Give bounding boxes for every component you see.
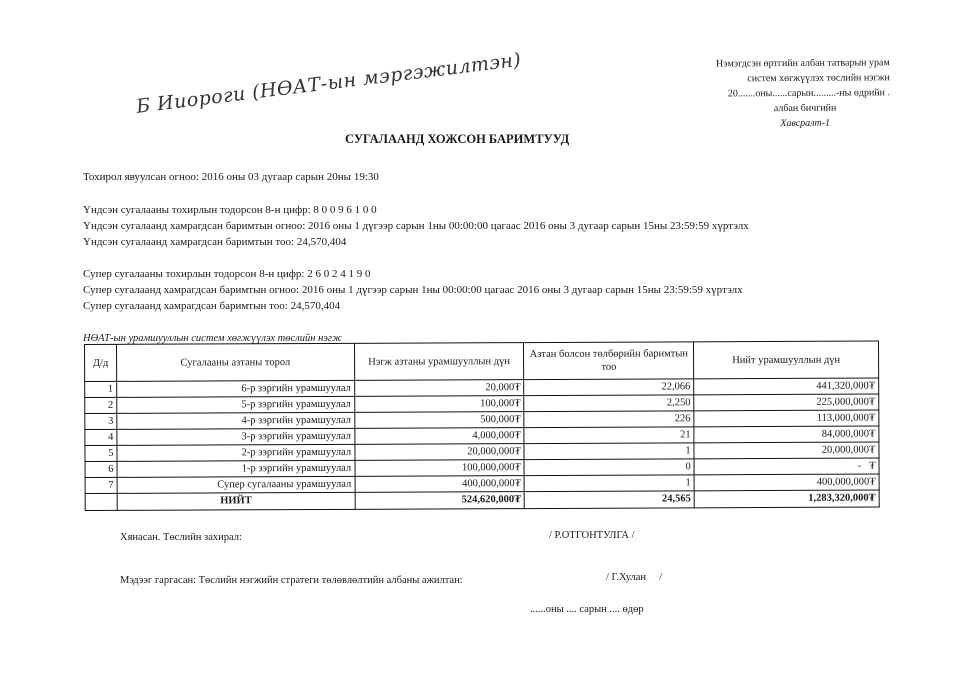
document-header-right bbox=[680, 55, 891, 131]
total-receipt-count: 24,565 bbox=[525, 491, 695, 509]
sent-date: Тохирол явуулсан огноо: 2016 оны 03 дугаар сарын 20ны 19:30 bbox=[83, 171, 379, 183]
total-label: НИЙТ bbox=[117, 492, 355, 510]
approved-by-label: Хянасан. Төслийн захирал: bbox=[120, 532, 242, 543]
handwritten-note: Б Ииороги (НӨАТ-ын мэргэжилтэн) bbox=[135, 48, 523, 118]
super-lottery-date-range: Супер сугалаанд хамрагдсан баримтын огноо: 2016 оны 1 дүгээр сарын 1ны 00:00:00 цагаас 2016 оны 3 дугаар сарын 15ны 23:59:59 хүртэлх bbox=[83, 284, 743, 296]
total-unit-amount: 524,620,000₮ bbox=[355, 492, 525, 510]
header-line-2: систем хөгжүүлэх төслийн нэгжи bbox=[747, 72, 890, 85]
row-index: 3 bbox=[85, 413, 117, 429]
row-unit-amount: 20,000,000₮ bbox=[355, 444, 525, 461]
main-lottery-code: Үндсэн сугалааны тохирлын тодорсон 8-н цифр: 8 0 0 9 6 1 0 0 bbox=[83, 204, 377, 216]
prepared-by-label: Мэдээг гаргасан: Төслийн нэгжийн стратеги төлөвлөлтийн албаны ажилтан: bbox=[120, 575, 463, 586]
row-receipt-count: 2,250 bbox=[524, 395, 694, 412]
row-total-amount: 20,000,000₮ bbox=[694, 442, 879, 459]
row-total-amount: 441,320,000₮ bbox=[694, 378, 879, 395]
row-receipt-count: 1 bbox=[525, 475, 695, 492]
row-unit-amount: 400,000,000₮ bbox=[355, 476, 525, 493]
column-header-total-amount: Нийт урамшууллын дүн bbox=[694, 341, 879, 379]
main-lottery-count: Үндсэн сугалаанд хамрагдсан баримтын тоо: 24,570,404 bbox=[83, 236, 347, 248]
column-header-index: Д/д bbox=[85, 344, 117, 381]
approved-by-name: / Р.ОТГОНТУЛГА / bbox=[549, 530, 635, 541]
row-total-amount: 84,000,000₮ bbox=[694, 426, 879, 443]
prepared-by-name: / Г.Хулан / bbox=[606, 572, 663, 583]
row-receipt-count: 226 bbox=[524, 411, 694, 428]
row-receipt-count: 1 bbox=[524, 443, 694, 460]
header-line-3: 20.......оны......сарын.........-ны өдрийн . bbox=[727, 87, 891, 100]
row-unit-amount: 500,000₮ bbox=[354, 412, 524, 429]
row-index: 5 bbox=[85, 445, 117, 461]
header-line-4: албан бичгийн bbox=[773, 102, 837, 115]
total-index-empty bbox=[85, 493, 117, 510]
row-unit-amount: 100,000₮ bbox=[354, 396, 524, 413]
row-unit-amount: 100,000,000₮ bbox=[355, 460, 525, 477]
date-line: ......оны .... сарын .... өдөр bbox=[530, 604, 644, 615]
super-lottery-code: Супер сугалааны тохирлын тодорсон 8-н цифр: 2 6 0 2 4 1 9 0 bbox=[83, 268, 371, 280]
row-total-amount: 400,000,000₮ bbox=[694, 474, 879, 491]
row-total-amount: 225,000,000₮ bbox=[694, 394, 879, 411]
row-unit-amount: 20,000₮ bbox=[354, 380, 524, 397]
header-line-5: Хавсралт-1 bbox=[780, 117, 831, 130]
header-line-1: Нэмэгдсэн өртгийн албан татварын урам bbox=[715, 57, 890, 70]
page-title: СУГАЛААНД ХОЖСОН БАРИМТУУД bbox=[345, 132, 570, 146]
total-total-amount: 1,283,320,000₮ bbox=[694, 490, 879, 508]
prize-table bbox=[84, 341, 880, 511]
row-index: 2 bbox=[85, 397, 117, 413]
row-total-amount: 113,000,000₮ bbox=[694, 410, 879, 427]
row-index: 1 bbox=[85, 381, 117, 397]
column-header-type: Сугалааны азтаны торол bbox=[116, 343, 354, 381]
table-header-row bbox=[85, 341, 879, 381]
row-unit-amount: 4,000,000₮ bbox=[354, 428, 524, 445]
row-type: 2-р зэргийн урамшуулал bbox=[117, 444, 355, 461]
super-lottery-count: Супер сугалаанд хамрагдсан баримтын тоо: 24,570,404 bbox=[83, 300, 341, 312]
table-caption: НӨАТ-ын урамшууллын систем хөгжүүлэх төслийн нэгж bbox=[83, 333, 342, 344]
column-header-receipt-count: Азтан болсон төлбөрийн баримтын тоо bbox=[524, 342, 694, 380]
table-total-row bbox=[85, 490, 879, 510]
row-type: 4-р зэргийн урамшуулал bbox=[117, 412, 355, 429]
row-type: 1-р зэргийн урамшуулал bbox=[117, 460, 355, 477]
row-index: 6 bbox=[85, 461, 117, 477]
row-type: 6-р зэргийн урамшуулал bbox=[117, 380, 355, 397]
row-receipt-count: 21 bbox=[524, 427, 694, 444]
column-header-unit-amount: Нэгж азтаны урамшууллын дүн bbox=[354, 343, 524, 381]
row-index: 4 bbox=[85, 429, 117, 445]
row-receipt-count: 22,066 bbox=[524, 379, 694, 396]
main-lottery-date-range: Үндсэн сугалаанд хамрагдсан баримтын огноо: 2016 оны 1 дүгээр сарын 1ны 00:00:00 цагаас 2016 оны 3 дугаар сарын 15ны 23:59:59 хүртэлх bbox=[83, 220, 749, 232]
row-total-amount: - ₮ bbox=[694, 458, 879, 475]
row-type: 3-р зэргийн урамшуулал bbox=[117, 428, 355, 445]
row-type: 5-р зэргийн урамшуулал bbox=[117, 396, 355, 413]
row-index: 7 bbox=[85, 477, 117, 493]
row-receipt-count: 0 bbox=[524, 459, 694, 476]
row-type: Супер сугалааны урамшуулал bbox=[117, 476, 355, 493]
